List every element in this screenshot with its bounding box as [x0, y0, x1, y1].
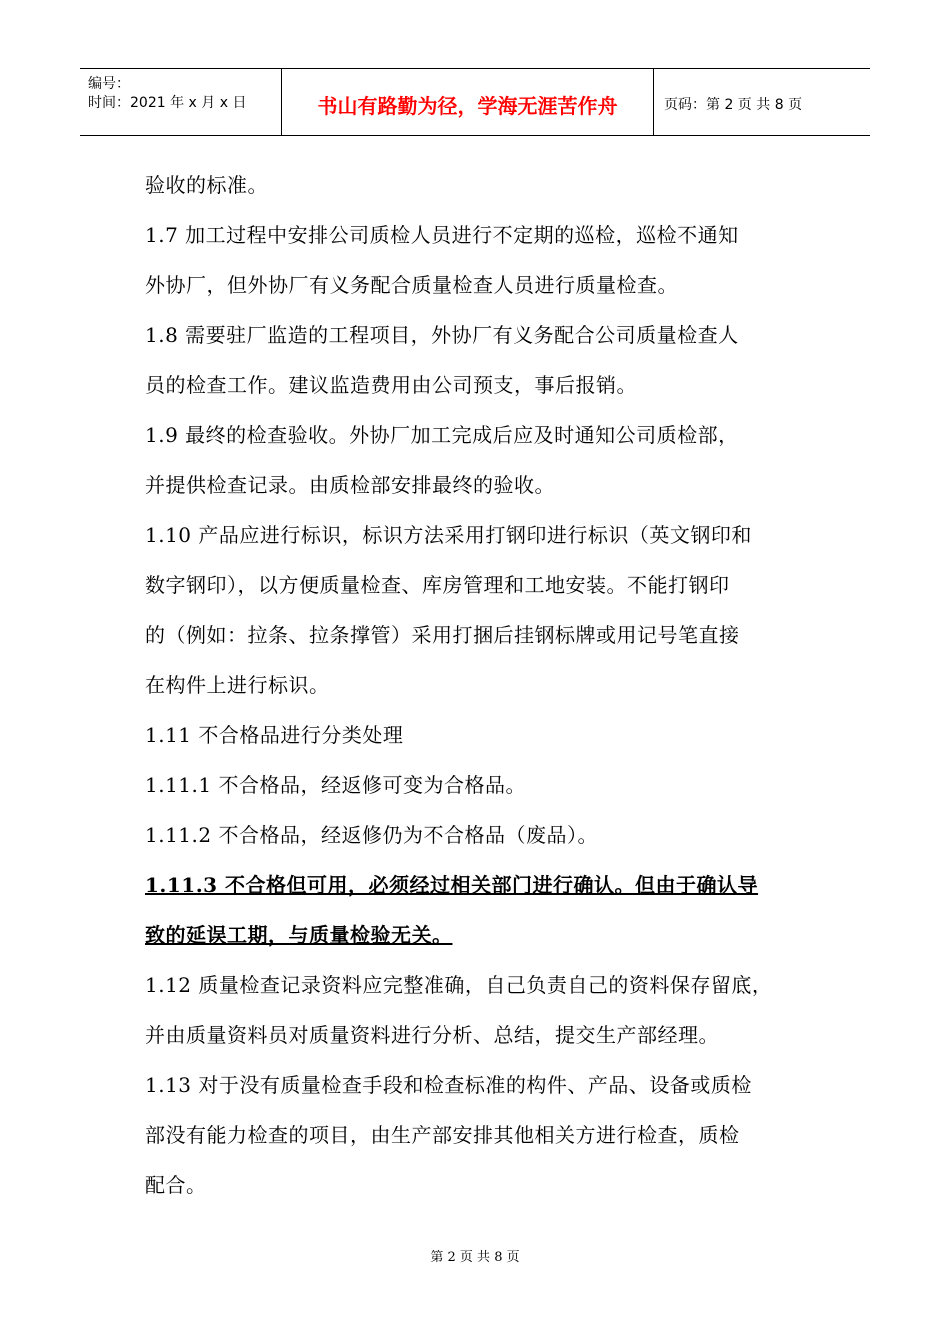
body-line: 1.8 需要驻厂监造的工程项目，外协厂有义务配合公司质量检查人: [145, 323, 739, 347]
page-header: [80, 68, 870, 136]
emphasized-line: 致的延误工期，与质量检验无关。: [145, 923, 453, 947]
page-footer: 第 2 页 共 8 页: [430, 1250, 520, 1265]
body-line: 1.12 质量检查记录资料应完整准确，自己负责自己的资料保存留底，: [145, 973, 773, 997]
body-line: 在构件上进行标识。: [145, 673, 330, 697]
body-line: 员的检查工作。建议监造费用由公司预支，事后报销。: [145, 373, 637, 397]
document-time-label: 时间：2021 年 x 月 x 日: [88, 95, 247, 111]
header-motto: 书山有路勤为径，学海无涯苦作舟: [282, 69, 654, 135]
body-line: 配合。: [145, 1173, 207, 1197]
body-line: 1.11.1 不合格品，经返修可变为合格品。: [145, 773, 526, 797]
document-number-label: 编号：: [88, 76, 130, 92]
body-line: 部没有能力检查的项目，由生产部安排其他相关方进行检查，质检: [145, 1123, 740, 1147]
body-line: 外协厂，但外协厂有义务配合质量检查人员进行质量检查。: [145, 273, 678, 297]
body-line: 的（例如：拉条、拉条撑管）采用打捆后挂钢标牌或用记号笔直接: [145, 623, 740, 647]
body-line: 1.11 不合格品进行分类处理: [145, 723, 404, 747]
body-line: 数字钢印），以方便质量检查、库房管理和工地安装。不能打钢印: [145, 573, 730, 597]
body-line: 验收的标准。: [145, 173, 268, 197]
body-line: 并由质量资料员对质量资料进行分析、总结，提交生产部经理。: [145, 1023, 719, 1047]
body-line: 1.9 最终的检查验收。外协厂加工完成后应及时通知公司质检部，: [145, 423, 739, 447]
document-body: [145, 160, 810, 1210]
body-line: 并提供检查记录。由质检部安排最终的验收。: [145, 473, 555, 497]
body-line: 1.13 对于没有质量检查手段和检查标准的构件、产品、设备或质检: [145, 1073, 752, 1097]
body-line: 1.10 产品应进行标识，标识方法采用打钢印进行标识（英文钢印和: [145, 523, 752, 547]
body-line: 1.7 加工过程中安排公司质检人员进行不定期的巡检，巡检不通知: [145, 223, 739, 247]
header-page-info: 页码：第 2 页 共 8 页: [664, 97, 803, 113]
header-meta-cell: [80, 69, 282, 135]
body-line: 1.11.2 不合格品，经返修仍为不合格品（废品）。: [145, 823, 598, 847]
emphasized-line: 1.11.3 不合格但可用，必须经过相关部门进行确认。但由于确认导: [145, 873, 759, 897]
